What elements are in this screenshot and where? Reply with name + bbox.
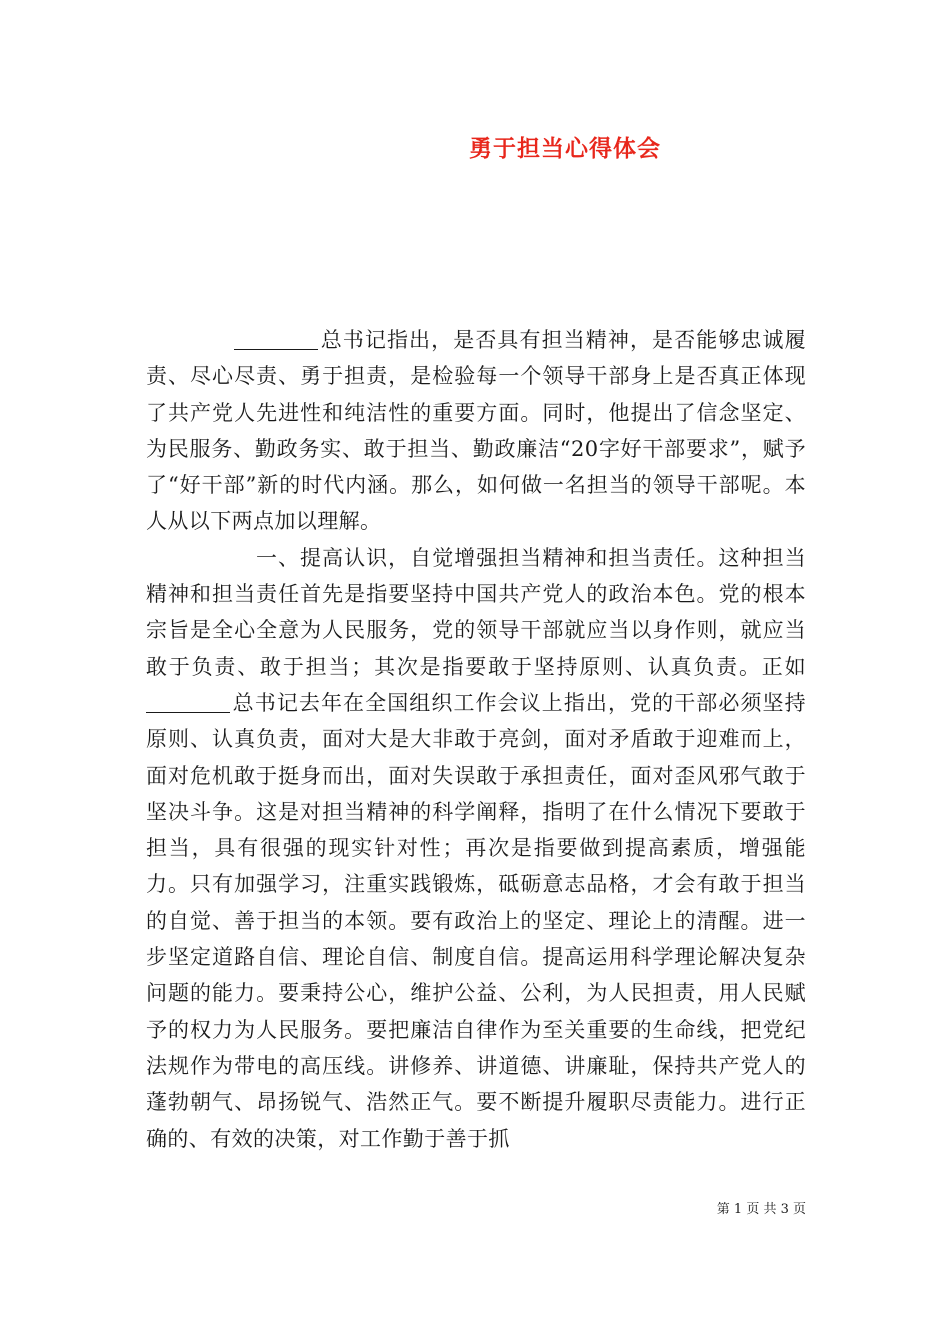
- document-title: 勇于担当心得体会: [469, 135, 661, 162]
- paragraph-1-text: 总书记指出，是否具有担当精神，是否能够忠诚履责、尽心尽责、勇于担责，是检验每一个领导干部身上是否真正体现了共产党人先进性和纯洁性的重要方面。同时，他提出了信念坚定、为民服务、勤政务实、敢于担当、勤政廉洁“20字好干部要求”，赋予了“好干部”新的时代内涵。那么，如何做一名担当的领导干部呢。本人从以下两点加以理解。: [146, 328, 806, 534]
- paragraph-2-text-before: 一、提高认识，自觉增强担当精神和担当责任。这种担当精神和担当责任首先是指要坚持中国共产党人的政治本色。党的根本宗旨是全心全意为人民服务，党的领导干部就应当以身作则，就应当敢于负责、敢于担当；其次是指要敢于坚持原则、认真负责。正如: [146, 545, 806, 679]
- paragraph-2: [146, 540, 806, 1157]
- paragraph-1: [146, 322, 806, 540]
- document-body: [146, 322, 806, 1157]
- paragraph-2-text-after: 总书记去年在全国组织工作会议上指出，党的干部必须坚持原则、认真负责，面对大是大非敢于亮剑，面对矛盾敢于迎难而上，面对危机敢于挺身而出，面对失误敢于承担责任，面对歪风邪气敢于坚决斗争。这是对担当精神的科学阐释，指明了在什么情况下要敢于担当，具有很强的现实针对性；再次是指要做到提高素质，增强能力。只有加强学习，注重实践锻炼，砥砺意志品格，才会有敢于担当的自觉、善于担当的本领。要有政治上的坚定、理论上的清醒。进一步坚定道路自信、理论自信、制度自信。提高运用科学理论解决复杂问题的能力。要秉持公心，维护公益、公利，为人民担责，用人民赋予的权力为人民服务。要把廉洁自律作为至关重要的生命线，把党纪法规作为带电的高压线。讲修养、讲道德、讲廉耻，保持共产党人的蓬勃朝气、昂扬锐气、浩然正气。要不断提升履职尽责能力。进行正确的、有效的决策，对工作勤于善于抓: [146, 690, 806, 1151]
- page-number-footer: 第 1 页 共 3 页: [716, 1202, 806, 1217]
- redacted-name-blank: [234, 328, 318, 350]
- redacted-name-blank: [146, 691, 230, 713]
